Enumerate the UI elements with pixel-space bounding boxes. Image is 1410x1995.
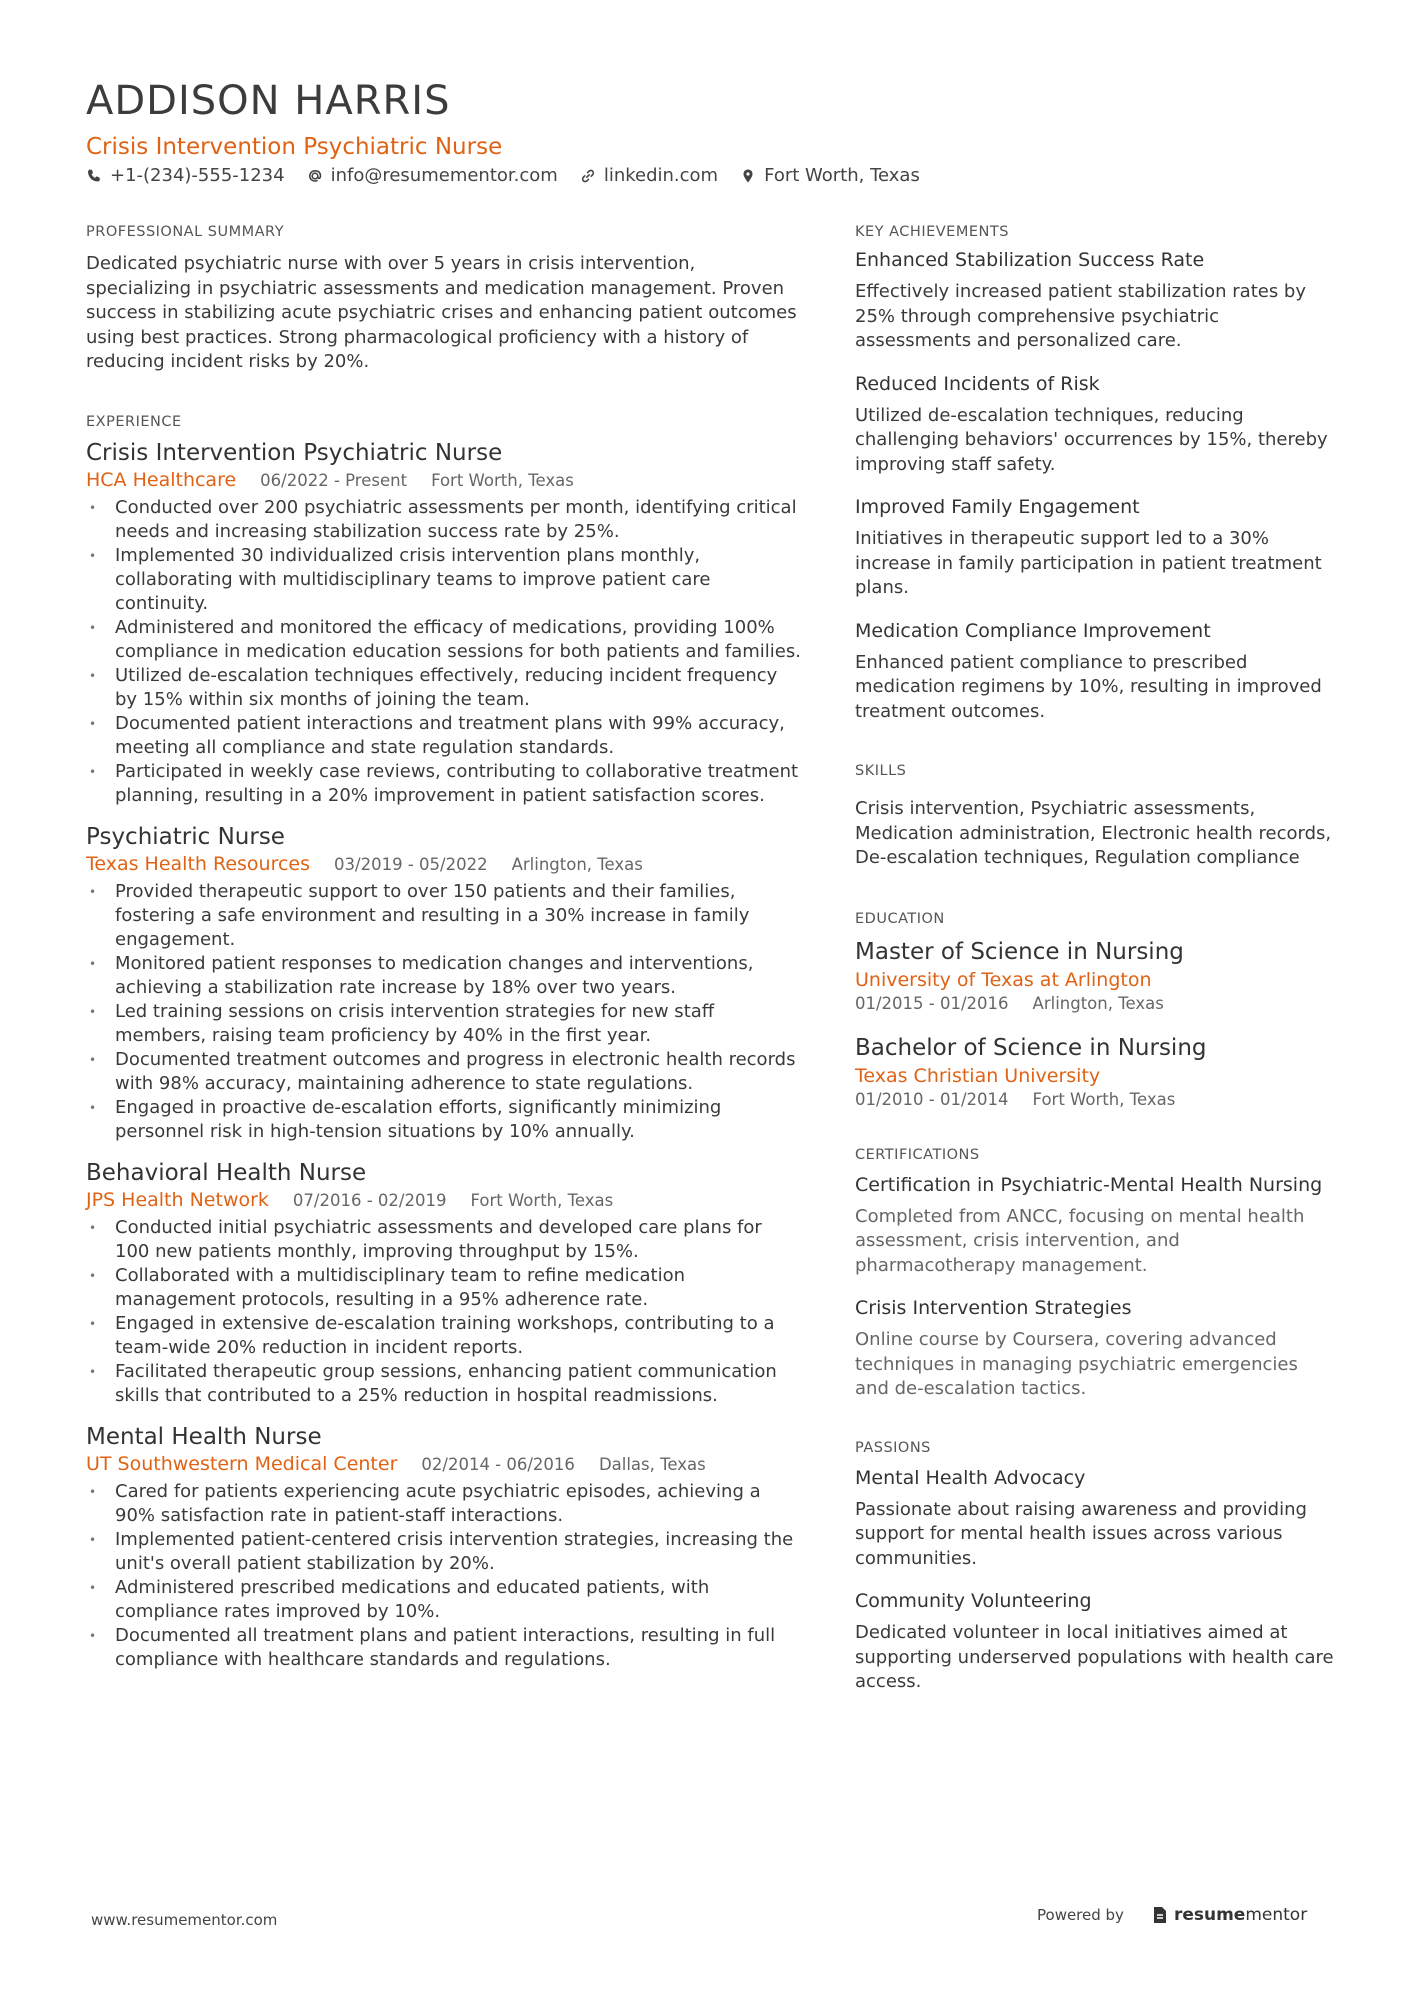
list-item: • Implemented 30 individualized crisis intervention plans monthly, collaborating with multidisciplinary teams to improve patient care continuity. [86, 544, 801, 616]
job-entry [86, 1158, 801, 1408]
achievement-title: Medication Compliance Improvement [855, 619, 1211, 642]
skills-heading: SKILLS [855, 763, 907, 779]
list-item: • Engaged in proactive de-escalation efforts, significantly minimizing personnel risk in high-tension situations by 10% annually. [86, 1096, 801, 1144]
achievement-item [855, 619, 1335, 725]
school-name: University of Texas at Arlington [855, 968, 1152, 991]
education-meta [855, 1090, 1335, 1109]
footer-branding [1037, 1905, 1307, 1925]
job-title: Crisis Intervention Psychiatric Nurse [86, 439, 503, 466]
list-item: • Utilized de-escalation techniques effectively, reducing incident frequency by 15% within six months of joining the team. [86, 664, 801, 712]
passion-text: Dedicated volunteer in local initiatives aimed at supporting underserved populations with health care access. [855, 1622, 1334, 1692]
certification-title: Crisis Intervention Strategies [855, 1297, 1132, 1319]
education-heading: EDUCATION [855, 910, 945, 927]
map-pin-icon [740, 168, 756, 184]
job-entry [86, 822, 801, 1144]
passions-heading: PASSIONS [855, 1439, 931, 1456]
job-dates: 02/2014 - 06/2016 [421, 1454, 575, 1474]
achievement-item [855, 495, 1335, 601]
list-item: • Administered prescribed medications and educated patients, with compliance rates improved by 10%. [86, 1576, 801, 1624]
list-item: • Monitored patient responses to medication changes and interventions, achieving a stabilization rate increase by 18% over two years. [86, 952, 801, 1000]
right-column [855, 224, 1335, 1713]
job-entry [86, 438, 801, 808]
achievement-title: Enhanced Stabilization Success Rate [855, 249, 1205, 271]
list-item: • Documented patient interactions and treatment plans with 99% accuracy, meeting all compliance and state regulation standards. [86, 712, 801, 760]
achievement-item [855, 248, 1335, 354]
location-text: Fort Worth, Texas [764, 165, 920, 186]
achievement-text: Utilized de-escalation techniques, reducing challenging behaviors' occurrences by 15%, thereby improving staff safety. [855, 404, 1328, 475]
job-bullets [86, 496, 801, 808]
list-item: • Participated in weekly case reviews, contributing to collaborative treatment planning, resulting in a 20% improvement in patient satisfaction scores. [86, 760, 801, 808]
certification-text: Completed from ANCC, focusing on mental health assessment, crisis intervention, and pharmacotherapy management. [855, 1205, 1305, 1276]
link-icon [580, 168, 596, 184]
list-item: • Led training sessions on crisis intervention strategies for new staff members, raising team proficiency by 40% in the first year. [86, 1000, 801, 1048]
phone-text[interactable]: +1-(234)-555-1234 [110, 165, 285, 186]
job-meta [86, 469, 801, 491]
job-location: Fort Worth, Texas [470, 1190, 614, 1210]
certification-text: Online course by Coursera, covering advanced techniques in managing psychiatric emergencies and de-escalation tactics. [855, 1329, 1298, 1399]
passion-item [855, 1466, 1335, 1572]
passion-title: Mental Health Advocacy [855, 1466, 1086, 1489]
job-bullets [86, 880, 801, 1144]
job-title: Behavioral Health Nurse [86, 1159, 367, 1186]
job-meta [86, 1189, 801, 1211]
certifications-heading: CERTIFICATIONS [855, 1146, 980, 1163]
degree-title: Bachelor of Science in Nursing [855, 1034, 1207, 1061]
job-title: Mental Health Nurse [86, 1423, 322, 1450]
achievement-title: Reduced Incidents of Risk [855, 372, 1100, 395]
list-item: • Documented all treatment plans and patient interactions, resulting in full compliance with healthcare standards and regulations. [86, 1624, 801, 1672]
achievements-heading: KEY ACHIEVEMENTS [855, 224, 1009, 240]
company-name: HCA Healthcare [86, 468, 237, 491]
footer-website[interactable]: www.resumementor.com [91, 1911, 278, 1929]
certification-item [855, 1296, 1335, 1402]
job-location: Fort Worth, Texas [431, 470, 574, 490]
job-location: Dallas, Texas [598, 1454, 706, 1474]
achievement-title: Improved Family Engagement [855, 496, 1140, 518]
contact-email [307, 165, 558, 186]
job-entry [86, 1422, 801, 1672]
job-dates: 06/2022 - Present [260, 470, 408, 490]
summary-text: Dedicated psychiatric nurse with over 5 years in crisis intervention, specializing in psychiatric assessments and medication management. Proven success in stabilizing acute psychiatric crises and enhancing patient outcomes using best practices. Strong pharmacological proficiency with a history of reducing incident risks by 20%. [86, 253, 797, 372]
achievement-text: Initiatives in therapeutic support led to a 30% increase in family participation in patient treatment plans. [855, 528, 1322, 598]
certification-item [855, 1173, 1335, 1279]
achievement-text: Effectively increased patient stabilization rates by 25% through comprehensive psychiatric assessments and personalized care. [855, 281, 1307, 351]
company-name: JPS Health Network [86, 1188, 269, 1211]
job-bullets [86, 1216, 801, 1408]
achievement-text: Enhanced patient compliance to prescribed medication regimens by 10%, resulting in improved treatment outcomes. [855, 651, 1322, 722]
contact-phone [86, 165, 285, 186]
list-item: • Administered and monitored the efficacy of medications, providing 100% compliance in medication education sessions for both patients and families. [86, 616, 801, 664]
job-location: Arlington, Texas [511, 854, 643, 874]
at-icon [307, 168, 323, 184]
list-item: • Conducted over 200 psychiatric assessments per month, identifying critical needs and increasing stabilization success rate by 25%. [86, 496, 801, 544]
education-dates: 01/2015 - 01/2016 [855, 993, 1009, 1013]
company-name: Texas Health Resources [86, 852, 311, 875]
education-meta [855, 994, 1335, 1013]
brand-logo[interactable] [1152, 1905, 1307, 1925]
degree-title: Master of Science in Nursing [855, 938, 1184, 965]
summary-heading: PROFESSIONAL SUMMARY [86, 224, 285, 240]
passion-item [855, 1589, 1335, 1695]
education-location: Fort Worth, Texas [1032, 1089, 1176, 1109]
job-title: Psychiatric Nurse [86, 823, 285, 850]
contact-bar [86, 165, 920, 186]
list-item: • Provided therapeutic support to over 150 patients and their families, fostering a safe environment and resulting in a 30% increase in family engagement. [86, 880, 801, 952]
candidate-role: Crisis Intervention Psychiatric Nurse [86, 134, 503, 160]
skills-text: Crisis intervention, Psychiatric assessments, Medication administration, Electronic health records, De-escalation techniques, Regulation compliance [855, 798, 1332, 868]
left-column [86, 224, 801, 1672]
passion-title: Community Volunteering [855, 1590, 1092, 1612]
job-meta [86, 1453, 801, 1475]
phone-icon [86, 168, 102, 184]
education-item [855, 1033, 1335, 1109]
list-item: • Collaborated with a multidisciplinary team to refine medication management protocols, resulting in a 95% adherence rate. [86, 1264, 801, 1312]
brand-light: mentor [1245, 1905, 1308, 1925]
job-dates: 07/2016 - 02/2019 [292, 1190, 447, 1210]
company-name: UT Southwestern Medical Center [86, 1452, 398, 1475]
list-item: • Engaged in extensive de-escalation training workshops, contributing to a team-wide 20% reduction in incident reports. [86, 1312, 801, 1360]
contact-location [740, 165, 920, 186]
school-name: Texas Christian University [855, 1064, 1101, 1087]
contact-linkedin [580, 165, 718, 186]
education-location: Arlington, Texas [1032, 993, 1164, 1013]
achievement-item [855, 372, 1335, 478]
linkedin-text[interactable]: linkedin.com [603, 165, 719, 186]
list-item: • Documented treatment outcomes and progress in electronic health records with 98% accuracy, maintaining adherence to state regulations. [86, 1048, 801, 1096]
candidate-name: ADDISON HARRIS [86, 78, 451, 124]
resumementor-logo-icon [1152, 1906, 1168, 1924]
job-bullets [86, 1480, 801, 1672]
list-item: • Facilitated therapeutic group sessions, enhancing patient communication skills that contributed to a 25% reduction in hospital readmissions. [86, 1360, 801, 1408]
job-meta [86, 853, 801, 875]
email-text[interactable]: info@resumementor.com [330, 165, 558, 186]
certification-title: Certification in Psychiatric-Mental Health Nursing [855, 1173, 1323, 1196]
powered-by-label: Powered by [1037, 1906, 1124, 1924]
job-dates: 03/2019 - 05/2022 [334, 854, 488, 874]
list-item: • Implemented patient-centered crisis intervention strategies, increasing the unit's overall patient stabilization by 20%. [86, 1528, 801, 1576]
list-item: • Cared for patients experiencing acute psychiatric episodes, achieving a 90% satisfaction rate in patient-staff interactions. [86, 1480, 801, 1528]
education-dates: 01/2010 - 01/2014 [855, 1089, 1009, 1109]
passion-text: Passionate about raising awareness and providing support for mental health issues across various communities. [855, 1498, 1307, 1569]
list-item: • Conducted initial psychiatric assessments and developed care plans for 100 new patients monthly, improving throughput by 15%. [86, 1216, 801, 1264]
education-item [855, 937, 1335, 1013]
experience-heading: EXPERIENCE [86, 413, 182, 430]
brand-bold: resume [1173, 1905, 1246, 1925]
